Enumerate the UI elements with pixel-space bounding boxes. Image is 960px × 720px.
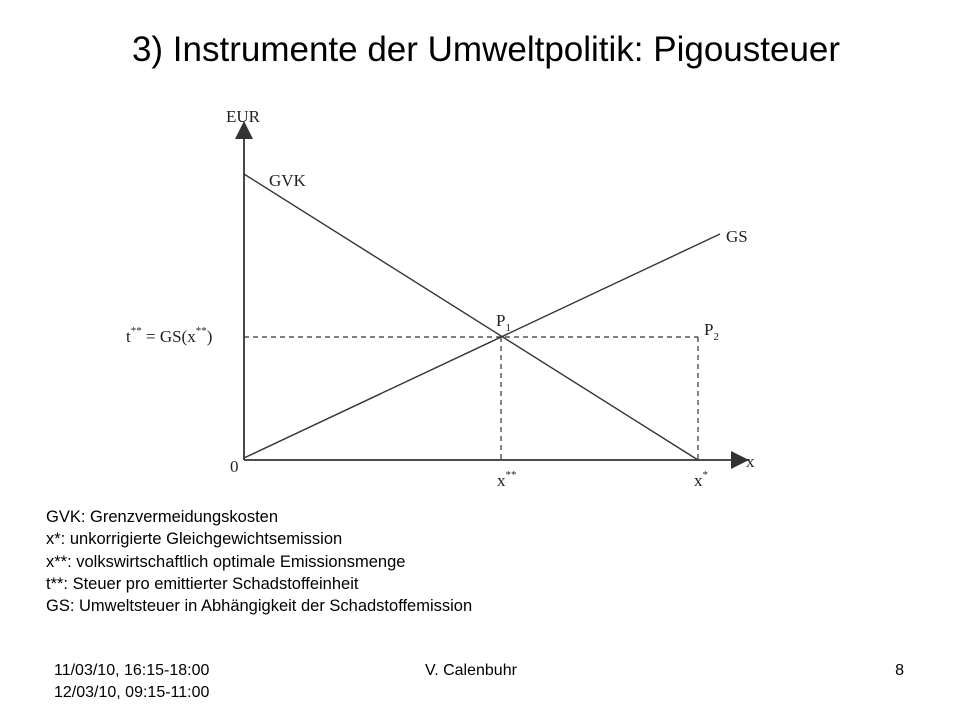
point-p1-label: $P_1$ [496,311,511,334]
legend-item-x-star: x*: unkorrigierte Gleichgewichtsemission [46,530,343,549]
legend-item-t-star-star: t**: Steuer pro emittierter Schadstoffeinheit [46,574,359,593]
footer-dates [54,660,209,704]
origin-label: 0 [230,457,239,476]
footer-author: V. Calenbuhr [425,662,517,679]
y-axis-label: EUR [226,107,260,126]
point-p2-label: $P_2$ [704,320,719,343]
legend-item-x-star-star: x**: volkswirtschaftlich optimale Emissionsmenge [46,552,406,571]
footer-date-1: 11/03/10, 16:15-18:00 [54,662,210,679]
slide-title: 3) Instrumente der Umweltpolitik: Pigousteuer [131,30,841,69]
gvk-curve [244,174,698,460]
page-number: 8 [895,662,904,679]
pigou-diagram [100,96,780,496]
x-star-star-label: x** [497,469,517,490]
x-star-label: x* [694,469,708,490]
gvk-curve-label: GVK [269,171,306,190]
legend-item-gvk: GVK: Grenzvermeidungskosten [46,508,279,526]
gs-curve [244,234,720,458]
legend [46,506,472,617]
gs-curve-label: GS [726,227,748,246]
legend-item-gs: GS: Umweltsteuer in Abhängigkeit der Schadstoffemission [46,597,473,616]
tax-level-label: t** = GS(x**) [126,325,213,346]
footer-date-2: 12/03/10, 09:15-11:00 [54,684,210,701]
x-axis-label: x [746,452,755,471]
